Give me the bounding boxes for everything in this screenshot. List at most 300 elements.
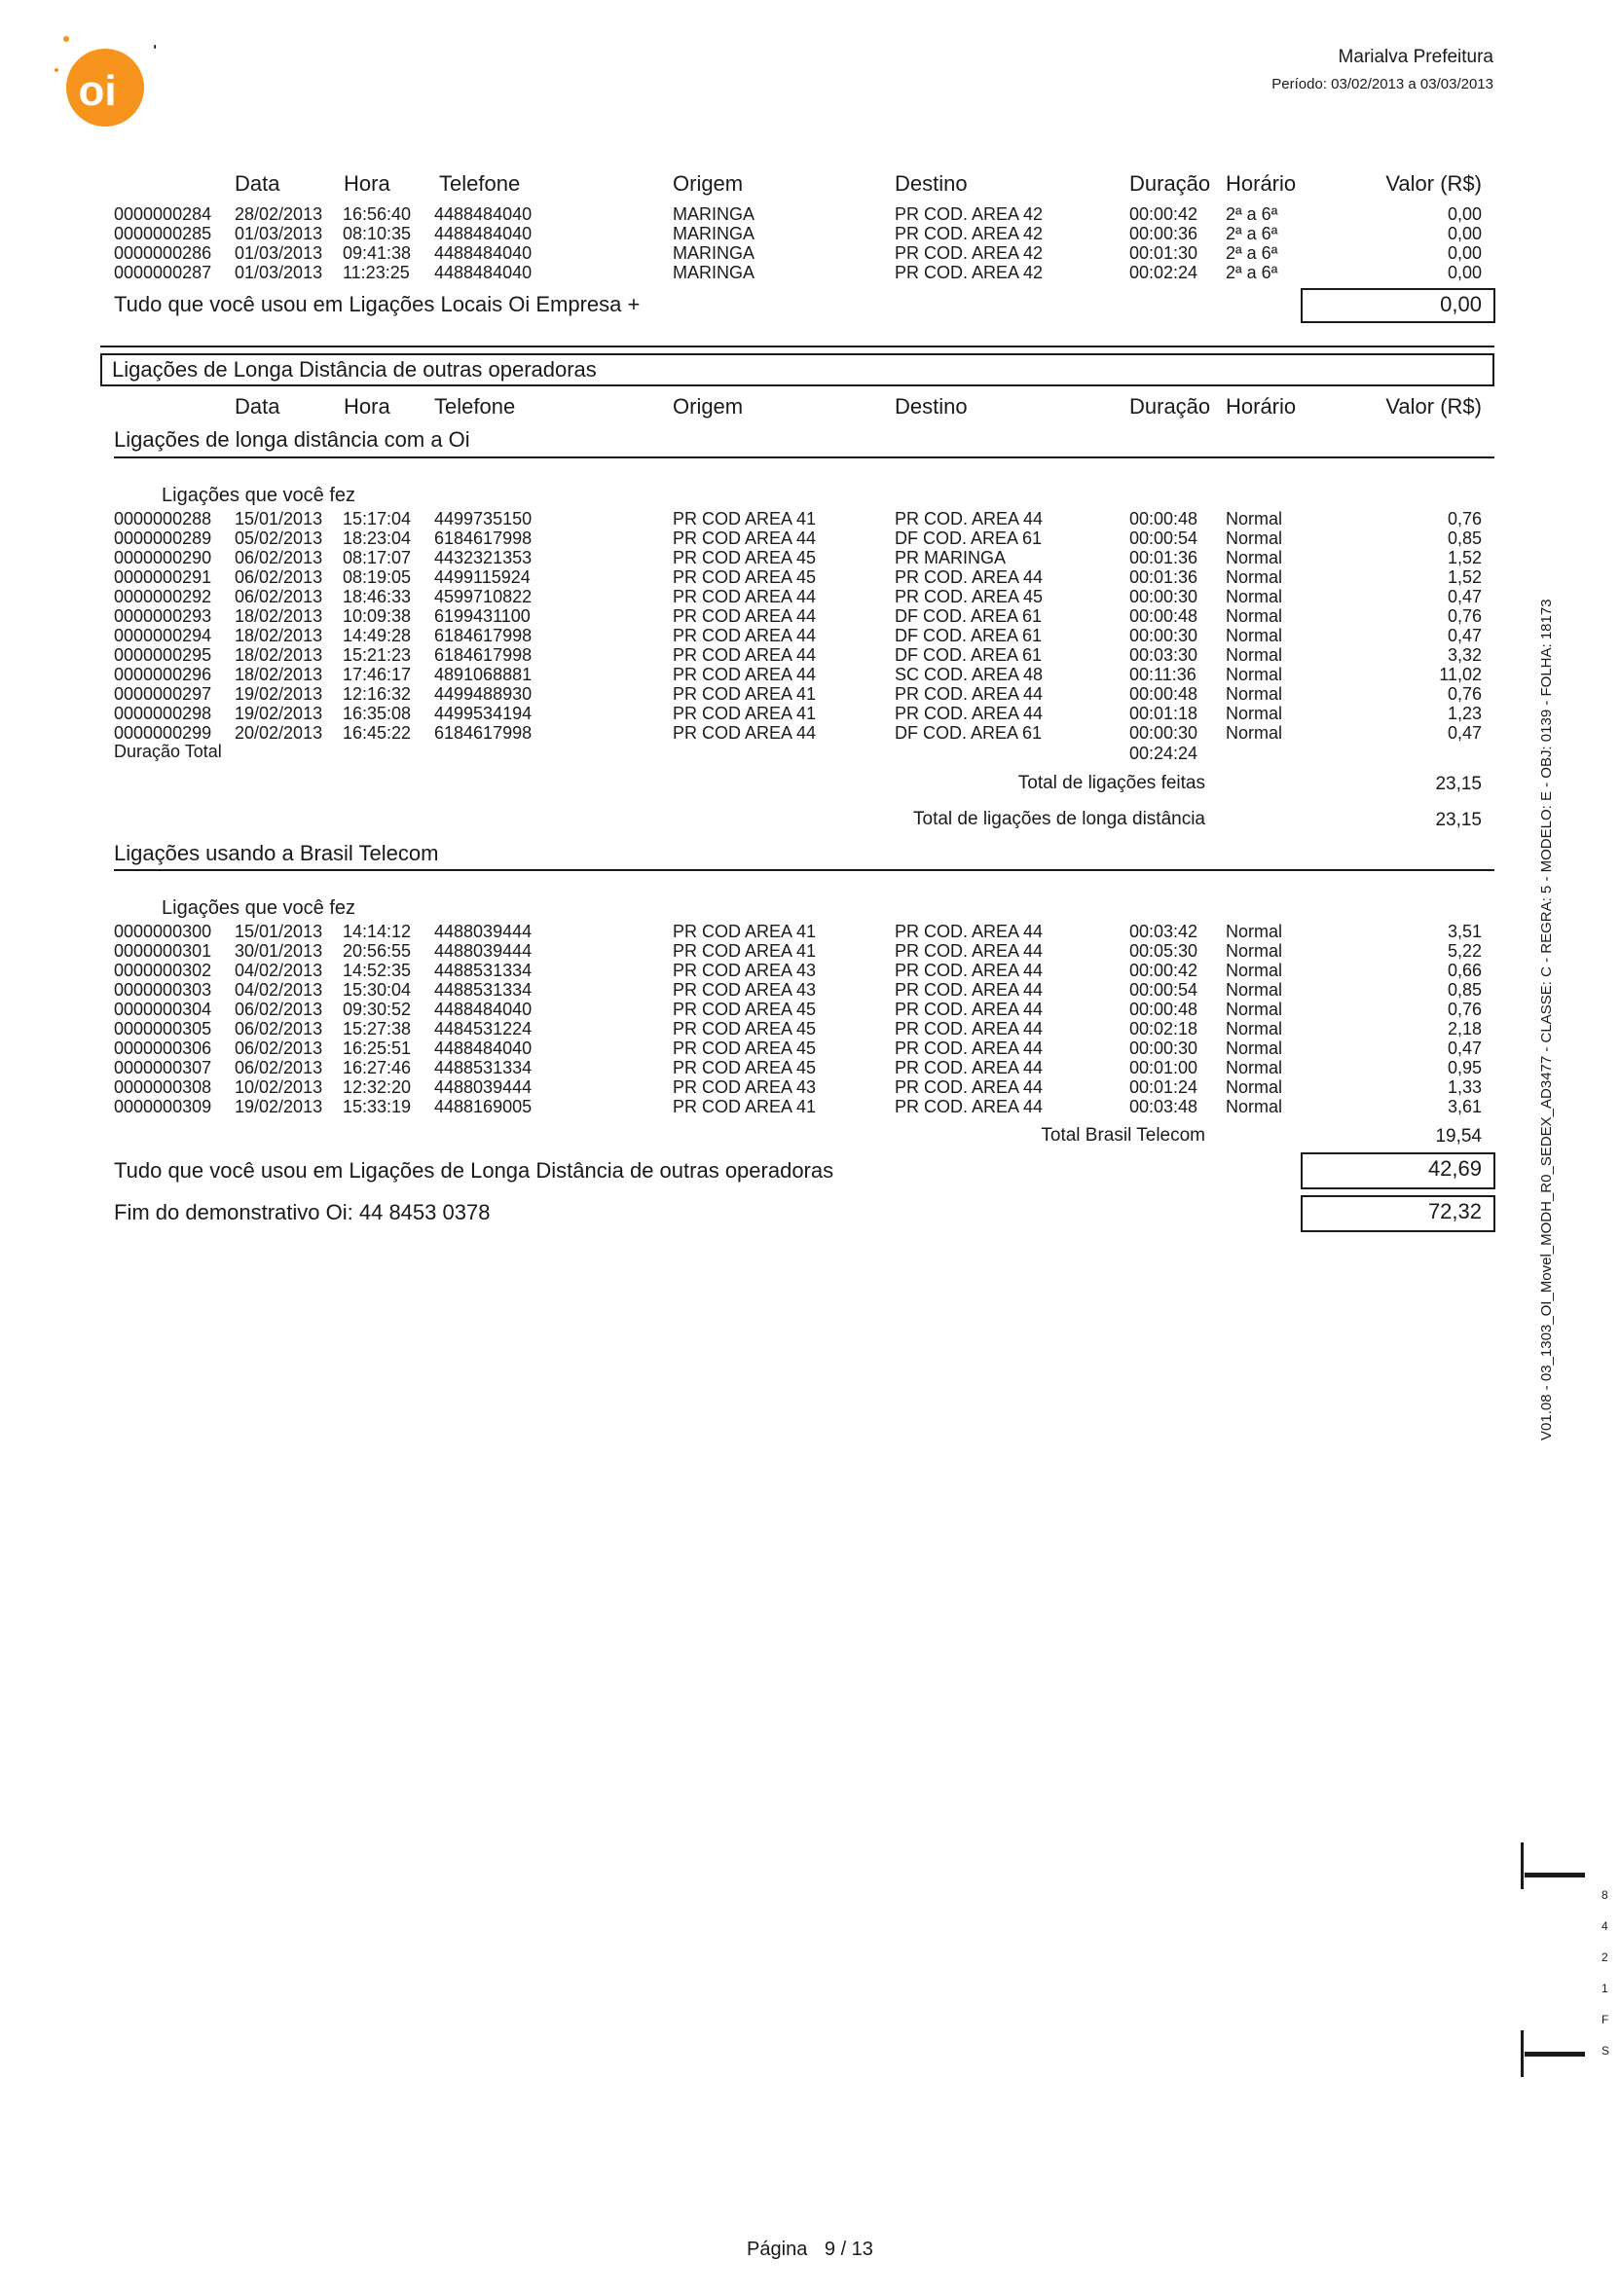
- bt-total-label: Total Brasil Telecom: [1041, 1125, 1205, 1146]
- table-row: [0, 243, 1620, 263]
- cell-period: Normal: [1226, 1097, 1283, 1116]
- cell-date: 30/01/2013: [235, 941, 323, 961]
- cell-dur: 00:00:30: [1129, 1039, 1198, 1058]
- cell-date: 19/02/2013: [235, 704, 323, 723]
- grand-total-box: 72,32: [1301, 1195, 1495, 1232]
- table-row: [0, 645, 1620, 665]
- cell-dest: PR COD. AREA 44: [895, 1039, 1044, 1058]
- cell-origin: PR COD AREA 43: [673, 1077, 817, 1097]
- cell-dur: 00:03:30: [1129, 645, 1198, 665]
- cell-phone: 4484531224: [434, 1019, 533, 1039]
- billing-period: Período: 03/02/2013 a 03/03/2013: [1271, 76, 1493, 92]
- cell-id: 0000000309: [114, 1097, 212, 1116]
- table-row: [0, 922, 1620, 941]
- cell-dur: 00:00:54: [1129, 980, 1198, 1000]
- cell-id: 0000000297: [114, 684, 212, 704]
- cell-time: 08:19:05: [343, 567, 412, 587]
- cell-dur: 00:00:30: [1129, 723, 1198, 743]
- calls-made-value: 23,15: [1435, 774, 1482, 794]
- cell-id: 0000000298: [114, 704, 212, 723]
- cell-value: 0,00: [1447, 263, 1482, 282]
- cell-dur: 00:01:36: [1129, 548, 1198, 567]
- col-hora: Hora: [344, 394, 390, 419]
- cell-period: Normal: [1226, 980, 1283, 1000]
- cell-period: 2ª a 6ª: [1226, 263, 1278, 282]
- cell-origin: PR COD AREA 44: [673, 723, 817, 743]
- calls-made-label: Total de ligações feitas: [1017, 773, 1205, 793]
- cell-phone: 6199431100: [434, 606, 531, 626]
- cell-date: 06/02/2013: [235, 1000, 323, 1019]
- cell-origin: PR COD AREA 41: [673, 941, 817, 961]
- cell-dur: 00:00:48: [1129, 684, 1198, 704]
- end-of-statement-label: Fim do demonstrativo Oi: 44 8453 0378: [114, 1200, 491, 1224]
- cell-phone: 4488484040: [434, 243, 533, 263]
- cell-time: 15:30:04: [343, 980, 412, 1000]
- cell-phone: 4499488930: [434, 684, 533, 704]
- cell-value: 0,00: [1447, 243, 1482, 263]
- cell-date: 15/01/2013: [235, 922, 323, 941]
- cell-period: Normal: [1226, 509, 1283, 528]
- cell-dest: PR COD. AREA 44: [895, 1097, 1044, 1116]
- cell-id: 0000000296: [114, 665, 212, 684]
- cell-date: 19/02/2013: [235, 684, 323, 704]
- cell-value: 0,00: [1447, 204, 1482, 224]
- table-row: [0, 1000, 1620, 1019]
- cell-dest: PR COD. AREA 44: [895, 1077, 1044, 1097]
- cell-phone: 4488484040: [434, 224, 533, 243]
- col-origem: Origem: [673, 171, 744, 196]
- duration-total-value: 00:24:24: [1129, 744, 1198, 763]
- cell-dur: 00:00:48: [1129, 509, 1198, 528]
- cell-time: 15:21:23: [343, 645, 412, 665]
- cell-time: 11:23:25: [343, 263, 410, 282]
- col-horario: Horário: [1226, 394, 1297, 419]
- cell-date: 20/02/2013: [235, 723, 323, 743]
- cell-dest: PR COD. AREA 44: [895, 922, 1044, 941]
- table-row: [0, 665, 1620, 684]
- cell-time: 16:35:08: [343, 704, 412, 723]
- cell-origin: PR COD AREA 41: [673, 509, 817, 528]
- cell-origin: PR COD AREA 41: [673, 704, 817, 723]
- cell-dest: DF COD. AREA 61: [895, 606, 1043, 626]
- cell-value: 2,18: [1447, 1019, 1482, 1039]
- cell-origin: PR COD AREA 41: [673, 684, 817, 704]
- logo-text: oi: [78, 67, 117, 115]
- col-data: Data: [235, 394, 280, 419]
- cell-phone: 6184617998: [434, 528, 533, 548]
- ld-section-total-box: 42,69: [1301, 1152, 1495, 1189]
- cell-time: 15:27:38: [343, 1019, 412, 1039]
- cell-phone: 4488039444: [434, 1077, 533, 1097]
- cell-period: 2ª a 6ª: [1226, 243, 1278, 263]
- side-digit: 4: [1602, 1919, 1608, 1933]
- col-hora: Hora: [344, 171, 390, 196]
- page-value: 9 / 13: [824, 2239, 873, 2260]
- cell-time: 10:09:38: [343, 606, 412, 626]
- table-row: [0, 980, 1620, 1000]
- cell-period: Normal: [1226, 587, 1283, 606]
- cell-dur: 00:00:54: [1129, 528, 1198, 548]
- cell-date: 04/02/2013: [235, 980, 323, 1000]
- cell-id: 0000000300: [114, 922, 212, 941]
- cell-value: 1,33: [1447, 1077, 1482, 1097]
- cell-time: 09:30:52: [343, 1000, 412, 1019]
- cell-origin: PR COD AREA 45: [673, 1019, 817, 1039]
- cell-time: 15:33:19: [343, 1097, 412, 1116]
- cell-origin: PR COD AREA 41: [673, 922, 817, 941]
- cell-id: 0000000291: [114, 567, 212, 587]
- cell-date: 06/02/2013: [235, 548, 323, 567]
- table-row: [0, 548, 1620, 567]
- cell-time: 14:14:12: [343, 922, 412, 941]
- cell-value: 3,51: [1447, 922, 1482, 941]
- page-label: Página: [747, 2239, 808, 2260]
- cell-phone: 4488484040: [434, 204, 533, 224]
- cell-value: 11,02: [1439, 665, 1482, 684]
- cell-phone: 4499115924: [434, 567, 531, 587]
- cell-id: 0000000306: [114, 1039, 212, 1058]
- table-row: [0, 704, 1620, 723]
- cell-date: 06/02/2013: [235, 1039, 323, 1058]
- cell-dest: PR COD. AREA 44: [895, 1000, 1044, 1019]
- table-row: [0, 263, 1620, 282]
- cell-period: Normal: [1226, 704, 1283, 723]
- cell-dest: SC COD. AREA 48: [895, 665, 1044, 684]
- col-destino: Destino: [895, 171, 968, 196]
- cell-dur: 00:02:18: [1129, 1019, 1198, 1039]
- cell-phone: 4432321353: [434, 548, 533, 567]
- col-data: Data: [235, 171, 280, 196]
- long-distance-section-title: Ligações de Longa Distância de outras operadoras: [100, 353, 1494, 386]
- cell-origin: MARINGA: [673, 263, 755, 282]
- side-digit: 8: [1602, 1888, 1608, 1902]
- cell-dest: PR COD. AREA 44: [895, 567, 1044, 587]
- cell-period: Normal: [1226, 1000, 1283, 1019]
- table-row: [0, 941, 1620, 961]
- col-horario: Horário: [1226, 171, 1297, 196]
- cell-dur: 00:01:18: [1129, 704, 1198, 723]
- table-row: [0, 723, 1620, 743]
- cell-dur: 00:03:48: [1129, 1097, 1198, 1116]
- oi-logo: [49, 31, 156, 128]
- cell-id: 0000000287: [114, 263, 212, 282]
- cell-value: 0,66: [1447, 961, 1482, 980]
- cell-date: 15/01/2013: [235, 509, 323, 528]
- cell-value: 0,76: [1447, 606, 1482, 626]
- cell-period: Normal: [1226, 1039, 1283, 1058]
- cell-dur: 00:00:42: [1129, 961, 1198, 980]
- cell-value: 3,32: [1447, 645, 1482, 665]
- cell-time: 16:27:46: [343, 1058, 412, 1077]
- cell-id: 0000000299: [114, 723, 212, 743]
- side-digit: 1: [1602, 1982, 1608, 1995]
- table-row: [0, 528, 1620, 548]
- cell-phone: 4499735150: [434, 509, 533, 528]
- cell-phone: 4488169005: [434, 1097, 533, 1116]
- cell-dest: PR MARINGA: [895, 548, 1007, 567]
- cell-dur: 00:02:24: [1129, 263, 1198, 282]
- cell-dest: PR COD. AREA 44: [895, 704, 1044, 723]
- table-row: [0, 587, 1620, 606]
- cell-phone: 4891068881: [434, 665, 533, 684]
- cell-value: 0,76: [1447, 1000, 1482, 1019]
- cell-time: 20:56:55: [343, 941, 412, 961]
- registration-mark: [1521, 1842, 1524, 1889]
- cell-origin: PR COD AREA 44: [673, 665, 817, 684]
- cell-time: 17:46:17: [343, 665, 412, 684]
- cell-date: 10/02/2013: [235, 1077, 323, 1097]
- cell-period: Normal: [1226, 645, 1283, 665]
- cell-phone: 4488039444: [434, 922, 533, 941]
- cell-time: 09:41:38: [343, 243, 412, 263]
- cell-phone: 6184617998: [434, 626, 533, 645]
- cell-period: Normal: [1226, 922, 1283, 941]
- cell-value: 0,76: [1447, 509, 1482, 528]
- cell-value: 5,22: [1447, 941, 1482, 961]
- table-row: [0, 961, 1620, 980]
- cell-id: 0000000284: [114, 204, 212, 224]
- cell-phone: 4499534194: [434, 704, 533, 723]
- table-row: [0, 1058, 1620, 1077]
- cell-id: 0000000289: [114, 528, 212, 548]
- cell-origin: MARINGA: [673, 204, 755, 224]
- cell-origin: PR COD AREA 43: [673, 961, 817, 980]
- cell-id: 0000000308: [114, 1077, 212, 1097]
- table-row: [0, 509, 1620, 528]
- cell-dur: 00:03:42: [1129, 922, 1198, 941]
- cell-period: Normal: [1226, 941, 1283, 961]
- side-digit: 2: [1602, 1950, 1608, 1964]
- cell-phone: 4488039444: [434, 941, 533, 961]
- table-row: [0, 606, 1620, 626]
- cell-time: 14:49:28: [343, 626, 412, 645]
- cell-date: 19/02/2013: [235, 1097, 323, 1116]
- cell-dest: DF COD. AREA 61: [895, 528, 1043, 548]
- cell-origin: PR COD AREA 45: [673, 548, 817, 567]
- cell-dest: PR COD. AREA 44: [895, 941, 1044, 961]
- divider: [100, 346, 1494, 347]
- cell-period: Normal: [1226, 528, 1283, 548]
- cell-value: 1,23: [1447, 704, 1482, 723]
- cell-dur: 00:01:24: [1129, 1077, 1198, 1097]
- bt-total-value: 19,54: [1435, 1126, 1482, 1147]
- cell-dur: 00:00:36: [1129, 224, 1198, 243]
- cell-date: 18/02/2013: [235, 626, 323, 645]
- cell-phone: 4488484040: [434, 1039, 533, 1058]
- cell-origin: PR COD AREA 45: [673, 1058, 817, 1077]
- side-digit: S: [1602, 2044, 1610, 2058]
- cell-dur: 00:01:36: [1129, 567, 1198, 587]
- col-origem: Origem: [673, 394, 744, 419]
- cell-origin: PR COD AREA 44: [673, 626, 817, 645]
- cell-value: 0,00: [1447, 224, 1482, 243]
- col-valor: Valor (R$): [1385, 394, 1482, 419]
- table-row: [0, 1097, 1620, 1116]
- cell-dest: PR COD. AREA 44: [895, 961, 1044, 980]
- cell-value: 3,61: [1447, 1097, 1482, 1116]
- cell-id: 0000000303: [114, 980, 212, 1000]
- cell-dur: 00:11:36: [1129, 665, 1197, 684]
- cell-period: Normal: [1226, 567, 1283, 587]
- local-total-box: 0,00: [1301, 288, 1495, 323]
- cell-date: 06/02/2013: [235, 1019, 323, 1039]
- page-number: [0, 2239, 1620, 2261]
- cell-dur: 00:00:48: [1129, 1000, 1198, 1019]
- cell-time: 15:17:04: [343, 509, 412, 528]
- cell-dest: PR COD. AREA 44: [895, 980, 1044, 1000]
- cell-phone: 4599710822: [434, 587, 533, 606]
- cell-id: 0000000294: [114, 626, 212, 645]
- table-row: [0, 1019, 1620, 1039]
- cell-dest: DF COD. AREA 61: [895, 723, 1043, 743]
- cell-date: 06/02/2013: [235, 1058, 323, 1077]
- cell-id: 0000000292: [114, 587, 212, 606]
- cell-date: 01/03/2013: [235, 243, 323, 263]
- cell-value: 0,47: [1447, 723, 1482, 743]
- cell-dur: 00:05:30: [1129, 941, 1198, 961]
- cell-origin: PR COD AREA 41: [673, 1097, 817, 1116]
- cell-phone: 4488531334: [434, 1058, 533, 1077]
- cell-period: 2ª a 6ª: [1226, 204, 1278, 224]
- cell-origin: PR COD AREA 43: [673, 980, 817, 1000]
- cell-dur: 00:00:42: [1129, 204, 1198, 224]
- cell-origin: MARINGA: [673, 224, 755, 243]
- cell-phone: 6184617998: [434, 645, 533, 665]
- cell-value: 1,52: [1447, 567, 1482, 587]
- cell-period: Normal: [1226, 665, 1283, 684]
- col-telefone: Telefone: [434, 394, 516, 419]
- cell-dur: 00:01:00: [1129, 1058, 1198, 1077]
- cell-id: 0000000288: [114, 509, 212, 528]
- cell-dest: PR COD. AREA 44: [895, 1019, 1044, 1039]
- table-row: [0, 1039, 1620, 1058]
- table-row: [0, 1077, 1620, 1097]
- registration-mark: [1525, 2052, 1585, 2057]
- cell-phone: 4488484040: [434, 1000, 533, 1019]
- ld-total-label: Total de ligações de longa distância: [913, 809, 1205, 829]
- cell-origin: PR COD AREA 44: [673, 587, 817, 606]
- table-row: [0, 224, 1620, 243]
- cell-dur: 00:01:30: [1129, 243, 1198, 263]
- cell-dest: PR COD. AREA 42: [895, 204, 1044, 224]
- cell-id: 0000000302: [114, 961, 212, 980]
- cell-origin: PR COD AREA 45: [673, 1000, 817, 1019]
- cell-time: 14:52:35: [343, 961, 412, 980]
- cell-period: Normal: [1226, 961, 1283, 980]
- cell-dur: 00:00:30: [1129, 587, 1198, 606]
- cell-dur: 00:00:30: [1129, 626, 1198, 645]
- col-telefone: Telefone: [439, 171, 521, 196]
- cell-value: 0,85: [1447, 528, 1482, 548]
- cell-time: 08:17:07: [343, 548, 412, 567]
- registration-mark: [1525, 1873, 1585, 1877]
- cell-date: 05/02/2013: [235, 528, 323, 548]
- cell-period: Normal: [1226, 1077, 1283, 1097]
- cell-period: Normal: [1226, 1058, 1283, 1077]
- cell-period: Normal: [1226, 626, 1283, 645]
- cell-phone: 4488484040: [434, 263, 533, 282]
- cell-dest: PR COD. AREA 45: [895, 587, 1044, 606]
- cell-date: 18/02/2013: [235, 645, 323, 665]
- cell-phone: 6184617998: [434, 723, 533, 743]
- cell-origin: PR COD AREA 45: [673, 1039, 817, 1058]
- duration-total-label: Duração Total: [114, 742, 222, 761]
- cell-date: 06/02/2013: [235, 587, 323, 606]
- cell-value: 0,76: [1447, 684, 1482, 704]
- cell-dest: DF COD. AREA 61: [895, 645, 1043, 665]
- cell-date: 01/03/2013: [235, 224, 323, 243]
- col-duracao: Duração: [1129, 171, 1211, 196]
- cell-value: 0,95: [1447, 1058, 1482, 1077]
- cell-time: 12:16:32: [343, 684, 412, 704]
- cell-id: 0000000301: [114, 941, 212, 961]
- cell-period: Normal: [1226, 548, 1283, 567]
- cell-value: 0,47: [1447, 626, 1482, 645]
- col-valor: Valor (R$): [1385, 171, 1482, 196]
- table-row: [0, 626, 1620, 645]
- local-total-label: Tudo que você usou em Ligações Locais Oi Empresa +: [114, 292, 641, 316]
- cell-dest: PR COD. AREA 42: [895, 243, 1044, 263]
- cell-origin: MARINGA: [673, 243, 755, 263]
- ld-section-total-label: Tudo que você usou em Ligações de Longa Distância de outras operadoras: [114, 1158, 834, 1183]
- cell-time: 08:10:35: [343, 224, 412, 243]
- oi-you-made-label: Ligações que você fez: [162, 485, 356, 506]
- side-digit: F: [1602, 2013, 1609, 2026]
- cell-date: 18/02/2013: [235, 606, 323, 626]
- cell-origin: PR COD AREA 44: [673, 645, 817, 665]
- cell-dur: 00:00:48: [1129, 606, 1198, 626]
- cell-period: 2ª a 6ª: [1226, 224, 1278, 243]
- cell-period: Normal: [1226, 1019, 1283, 1039]
- cell-value: 1,52: [1447, 548, 1482, 567]
- cell-time: 16:45:22: [343, 723, 412, 743]
- cell-value: 0,47: [1447, 1039, 1482, 1058]
- cell-dest: PR COD. AREA 42: [895, 224, 1044, 243]
- cell-id: 0000000286: [114, 243, 212, 263]
- divider: [114, 456, 1494, 458]
- registration-mark: [1521, 2030, 1524, 2077]
- cell-period: Normal: [1226, 723, 1283, 743]
- cell-id: 0000000285: [114, 224, 212, 243]
- cell-id: 0000000304: [114, 1000, 212, 1019]
- cell-time: 16:56:40: [343, 204, 412, 224]
- bt-subtitle: Ligações usando a Brasil Telecom: [114, 841, 439, 865]
- cell-phone: 4488531334: [434, 961, 533, 980]
- cell-period: Normal: [1226, 606, 1283, 626]
- col-duracao: Duração: [1129, 394, 1211, 419]
- cell-origin: PR COD AREA 45: [673, 567, 817, 587]
- table-row: [0, 204, 1620, 224]
- cell-origin: PR COD AREA 44: [673, 606, 817, 626]
- cell-id: 0000000290: [114, 548, 212, 567]
- cell-value: 0,47: [1447, 587, 1482, 606]
- cell-date: 04/02/2013: [235, 961, 323, 980]
- cell-dest: DF COD. AREA 61: [895, 626, 1043, 645]
- cell-id: 0000000293: [114, 606, 212, 626]
- oi-subtitle: Ligações de longa distância com a Oi: [114, 427, 470, 452]
- cell-dest: PR COD. AREA 44: [895, 509, 1044, 528]
- cell-id: 0000000295: [114, 645, 212, 665]
- cell-phone: 4488531334: [434, 980, 533, 1000]
- cell-value: 0,85: [1447, 980, 1482, 1000]
- cell-date: 18/02/2013: [235, 665, 323, 684]
- cell-time: 18:23:04: [343, 528, 412, 548]
- table-row: [0, 684, 1620, 704]
- col-destino: Destino: [895, 394, 968, 419]
- cell-time: 16:25:51: [343, 1039, 412, 1058]
- customer-name: Marialva Prefeitura: [1338, 47, 1493, 67]
- cell-dest: PR COD. AREA 44: [895, 1058, 1044, 1077]
